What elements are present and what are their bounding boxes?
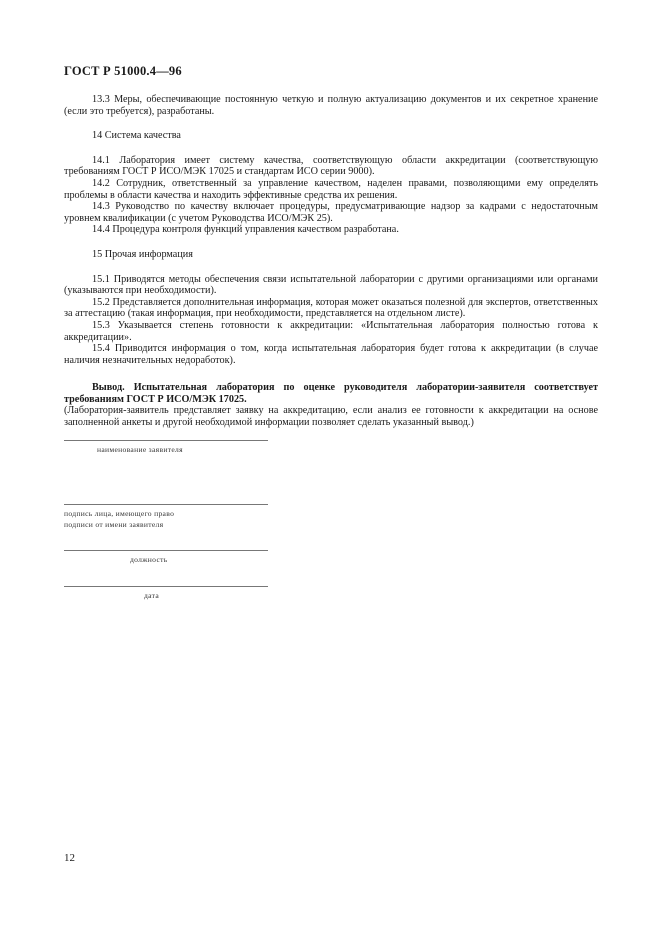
position-label: должность (130, 555, 168, 564)
section-14-title: 14 Система качества (92, 130, 181, 142)
signature-date (64, 586, 268, 601)
paragraph-14-3: 14.3 Руководство по качеству включает процедуры, предусматривающие надзор за кадрами с недостаточным уровнем квалификации (с учетом Руководства ИСО/МЭК 25). (64, 201, 598, 224)
paragraph-15-2: 15.2 Представляется дополнительная информация, которая может оказаться полезной для экспертов, ответственных за аттестацию (такая информация, при необходимости, представляется на отдельном листе). (64, 296, 598, 320)
section-15-title: 15 Прочая информация (92, 248, 193, 260)
paragraph-14-2: 14.2 Сотрудник, ответственный за управление качеством, наделен правами, позволяющими ему определять проблемы в области качества и находить эффективные средства их решения. (64, 177, 598, 201)
document-header: ГОСТ Р 51000.4—96 (64, 64, 182, 78)
paragraph-15-4: 15.4 Приводится информация о том, когда испытательная лаборатория будет готова к аккредитации (в случае наличия незначительных недоработок). (64, 343, 598, 366)
signature-line (64, 550, 268, 551)
paragraph-15-3: 15.3 Указывается степень готовности к аккредитации: «Испытательная лаборатория полностью готова к аккредитации». (64, 319, 598, 343)
signature-applicant-name (64, 440, 268, 455)
document-body (64, 94, 598, 429)
signature-line (64, 586, 268, 587)
page-number: 12 (64, 852, 75, 864)
signature-line (64, 440, 268, 441)
paragraph-15-1: 15.1 Приводятся методы обеспечения связи испытательной лаборатории с другими организациями или органами (указываются при необходимости). (64, 273, 598, 297)
signature-authorized-person (64, 504, 268, 530)
signature-line (64, 504, 268, 505)
signature-label-line1: подпись лица, имеющего право (64, 509, 175, 518)
conclusion-note: (Лаборатория-заявитель представляет заявку на аккредитацию, если анализ ее готовности к аккредитации на основе заполненной анкеты и другой необходимой информации позволяет сделать указанный вывод.) (64, 405, 598, 429)
conclusion-statement: Вывод. Испытательная лаборатория по оценке руководителя лаборатории-заявителя соответствует требованиям ГОСТ Р ИСО/МЭК 17025. (64, 382, 598, 405)
date-label: дата (144, 591, 160, 600)
paragraph-14-1: 14.1 Лаборатория имеет систему качества, соответствующую области аккредитации (соответствующую требованиям ГОСТ Р ИСО/МЭК 17025 и стандартам ИСО серии 9000). (64, 154, 598, 178)
applicant-name-label: наименование заявителя (97, 445, 183, 454)
signature-label-line2: подписи от имени заявителя (64, 520, 164, 529)
paragraph-14-4: 14.4 Процедура контроля функций управления качеством разработана. (92, 224, 399, 236)
signature-position (64, 550, 268, 565)
paragraph-13-3: 13.3 Меры, обеспечивающие постоянную четкую и полную актуализацию документов и их секретное хранение (если это требуется), разработаны. (64, 94, 598, 117)
